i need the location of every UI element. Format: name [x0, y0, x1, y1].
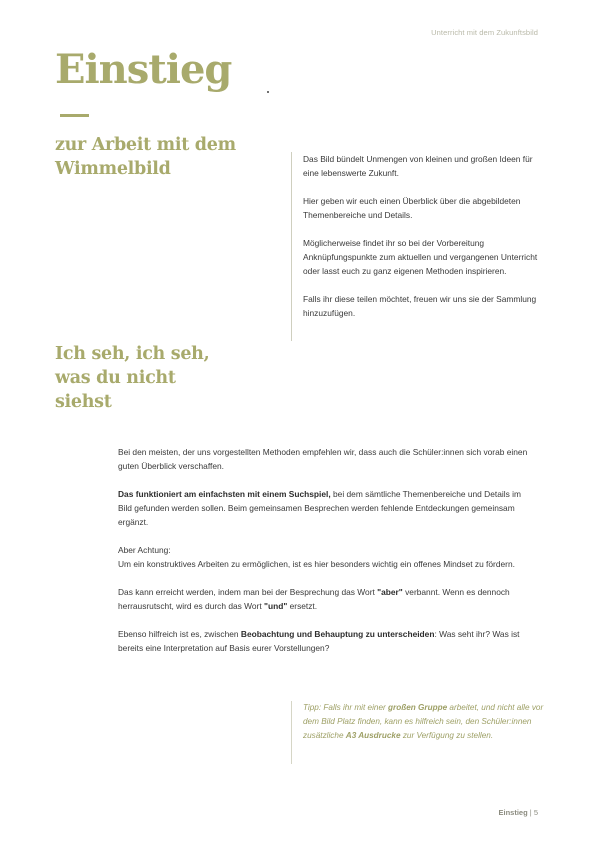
page-number: 5 — [533, 808, 538, 817]
page-title: Einstieg — [55, 46, 232, 93]
sidebar-paragraph: Falls ihr diese teilen möchtet, freuen wir uns sie der Sammlung hinzuzufügen. — [303, 294, 537, 318]
body-paragraph — [118, 487, 528, 529]
body-text — [118, 445, 528, 669]
sidebar-paragraph: Das Bild bündelt Unmengen von kleinen und großen Ideen für eine lebenswerte Zukunft. — [303, 154, 533, 178]
text-span: zur Verfügung zu stellen. — [400, 731, 494, 740]
body-paragraph: Bei den meisten, der uns vorgestellten Methoden empfehlen wir, dass auch die Schüler:innen sich vorab einen guten Überblick verschaffen. — [118, 447, 528, 471]
body-paragraph — [118, 627, 528, 655]
text-span: Tipp: Falls ihr mit einer — [303, 703, 389, 712]
running-header: Unterricht mit dem Zukunftsbild — [431, 28, 538, 37]
text-span: Ebenso hilfreich ist es, zwischen — [118, 629, 241, 639]
section-heading: Ich seh, ich seh, was du nicht siehst — [55, 344, 210, 412]
bold-word: "aber" — [377, 587, 403, 597]
body-paragraph — [118, 543, 528, 571]
text-span: verbannt. Wenn es dennoch herrausrutscht, wird es durch das Wort — [118, 587, 510, 611]
page-footer — [499, 808, 538, 817]
sidebar-paragraph: Möglicherweise findet ihr so bei der Vorbereitung Anknüpfungspunkte zum aktuellen und vergangenen Unterricht oder lasst euch zu ganz eigenen Methoden inspirieren. — [303, 238, 538, 276]
title-underline-dash — [60, 114, 89, 117]
bold-phrase: großen Gruppe — [388, 703, 448, 712]
text-span: ersetzt. — [287, 601, 318, 611]
text-span: Um ein konstruktives Arbeiten zu ermöglichen, ist es hier besonders wichtig ein offenes Mindset zu fördern. — [118, 559, 515, 569]
text-span: Das kann erreicht werden, indem man bei der Besprechung das Wort — [118, 587, 378, 597]
bold-word: "und" — [264, 601, 288, 611]
body-paragraph — [118, 585, 528, 613]
bold-phrase: Beobachtung und Behauptung zu unterscheiden — [240, 629, 435, 639]
sidebar-paragraph: Hier geben wir euch einen Überblick über die abgebildeten Themenbereiche und Details. — [303, 196, 521, 220]
footer-section: Einstieg — [498, 808, 528, 817]
text-span: arbeitet, und nicht alle vor dem Bild Platz finden, kann es hilfreich sein, den Schüler:innen zusätzliche — [303, 703, 544, 740]
decorative-dot — [267, 91, 269, 93]
text-span: : Was seht ihr? Was ist bereits eine Interpretation auf Basis eurer Vorstellungen? — [118, 629, 520, 653]
bold-phrase: Das funktioniert am einfachsten mit einem Suchspiel, — [118, 489, 331, 499]
bold-phrase: A3 Ausdrucke — [345, 731, 401, 740]
tip-box — [291, 701, 548, 764]
page-subtitle: zur Arbeit mit dem Wimmelbild — [55, 135, 236, 179]
footer-separator: | — [527, 808, 534, 817]
intro-sidebar — [291, 152, 543, 341]
text-span: bei dem sämtliche Themenbereiche und Details im Bild gefunden werden sollen. Beim gemeinsamen Besprechen werden fehlende Entdeckungen gemeinsam ergänzt. — [118, 489, 521, 527]
text-span: Aber Achtung: — [118, 545, 171, 555]
